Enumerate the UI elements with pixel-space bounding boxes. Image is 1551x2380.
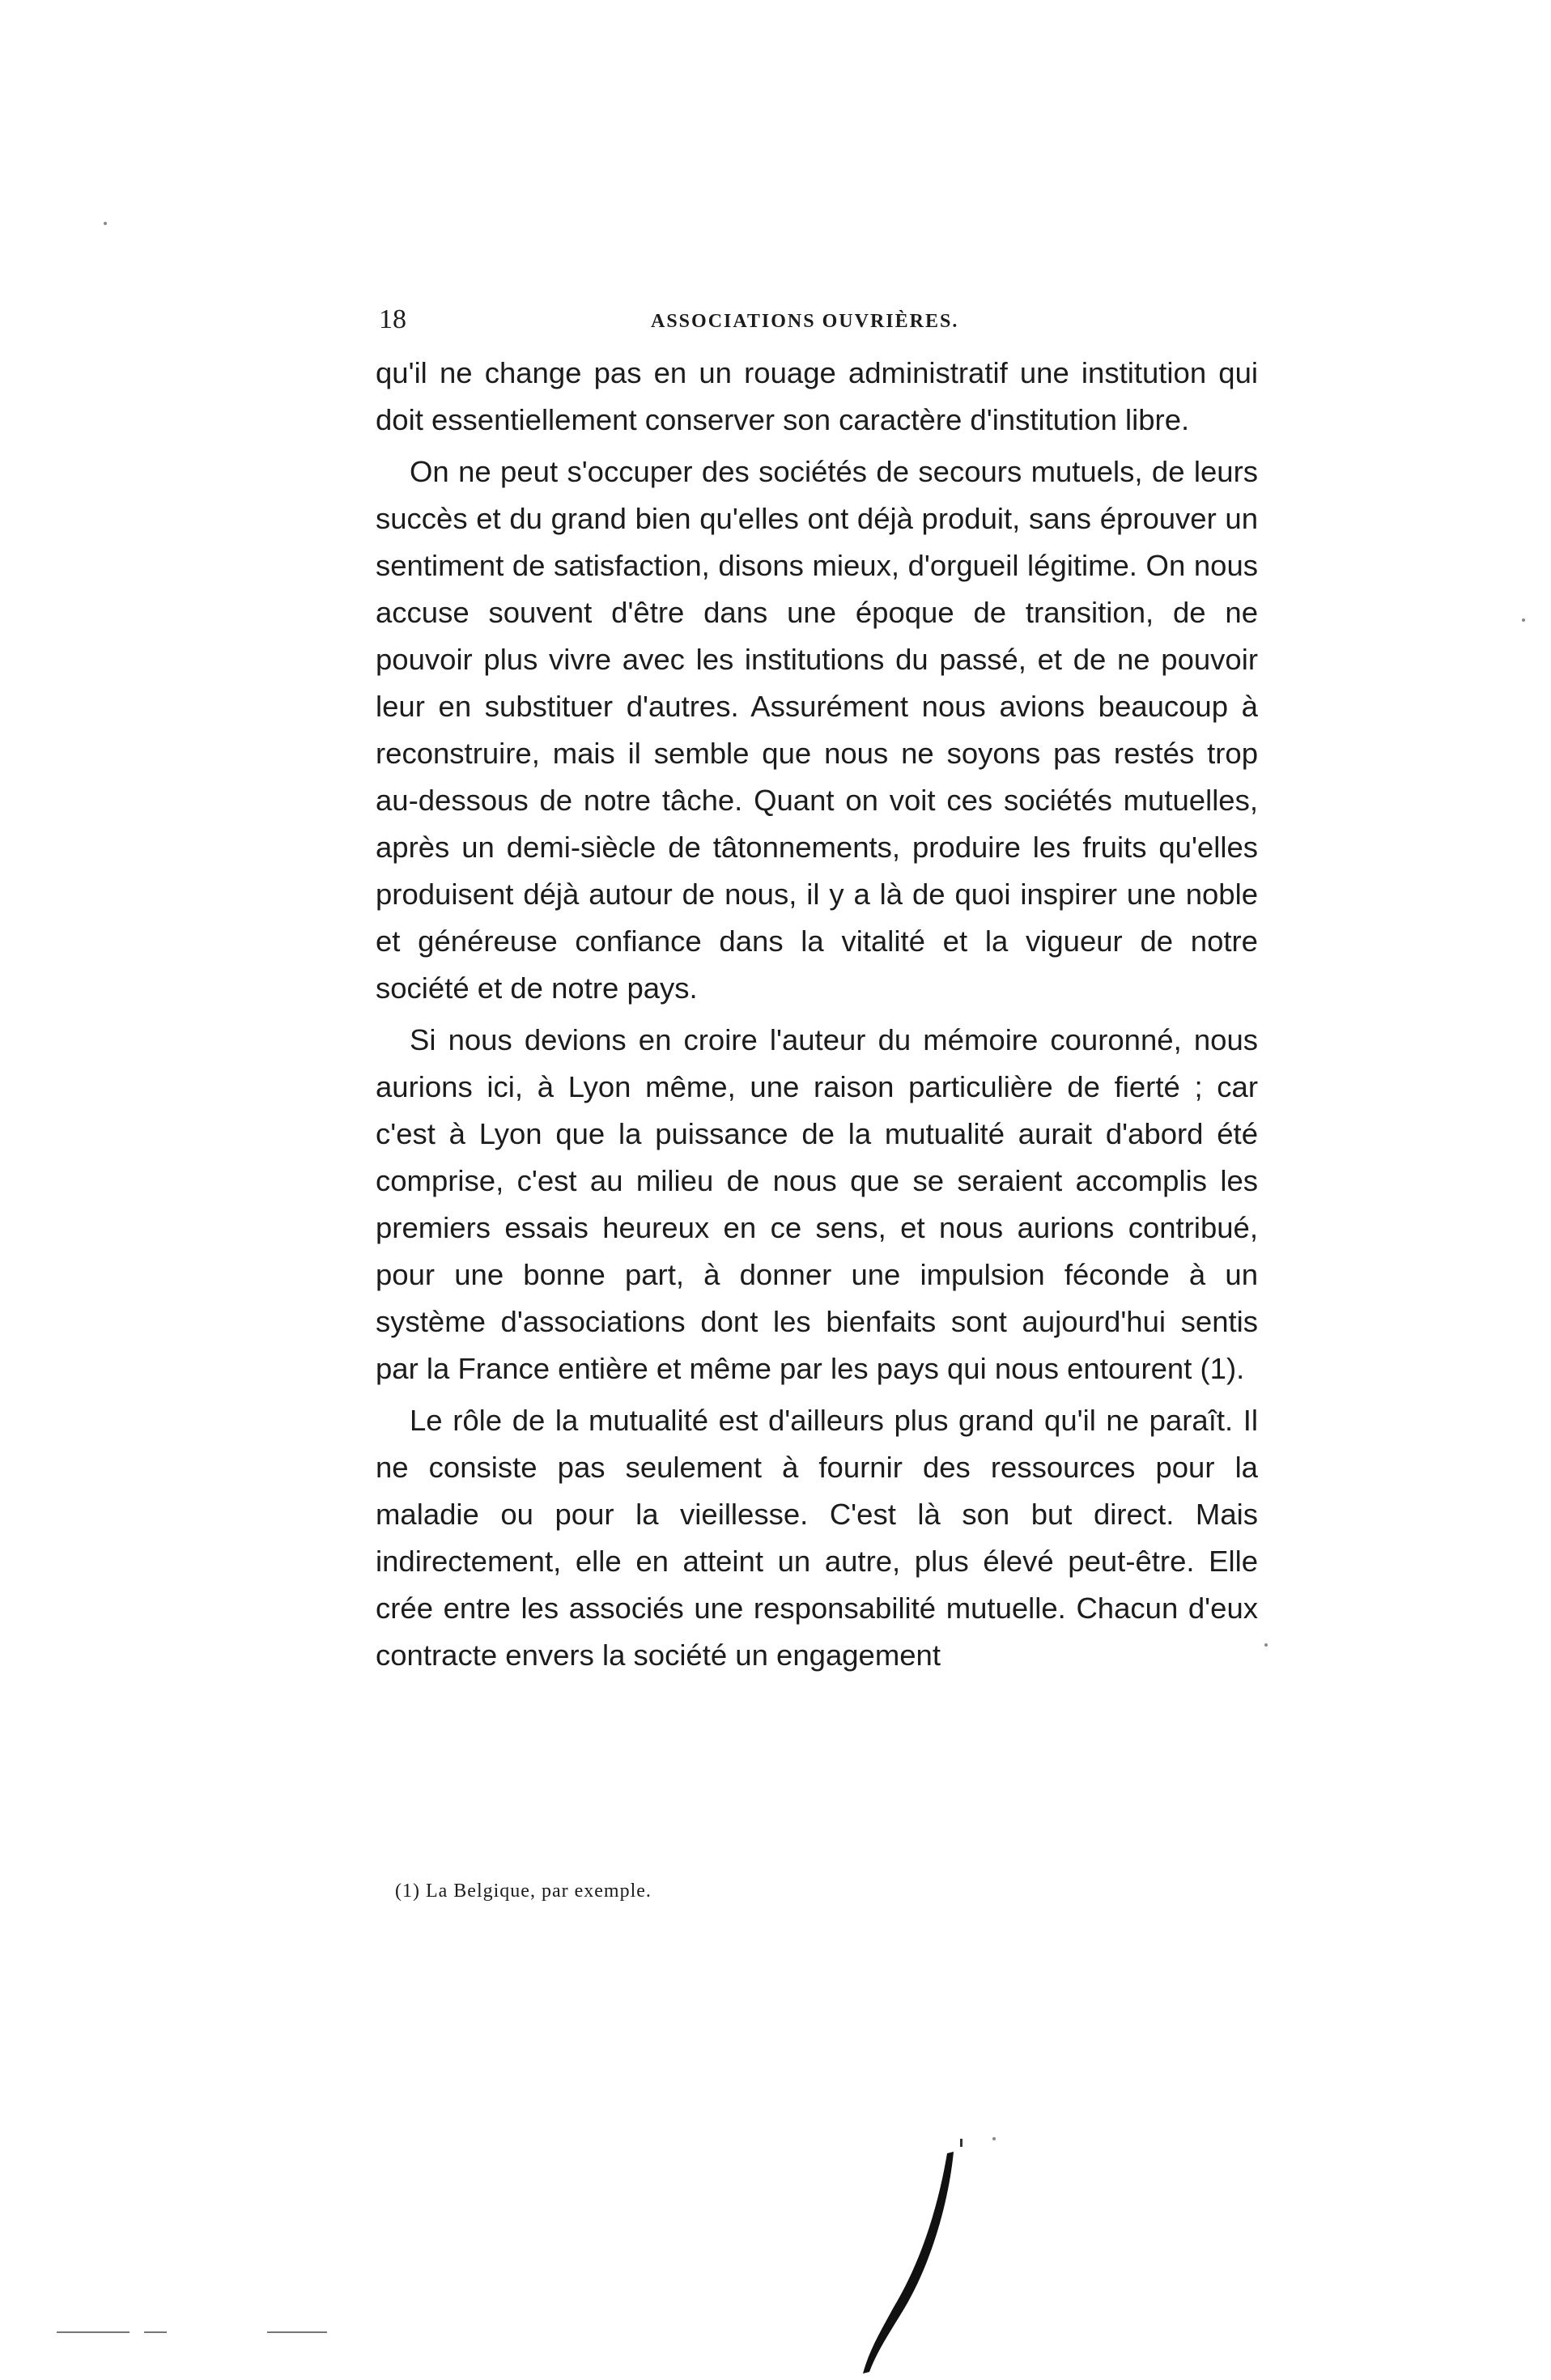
page-number: 18 xyxy=(379,304,406,334)
running-title: ASSOCIATIONS OUVRIÈRES. xyxy=(651,311,959,332)
paper-speck xyxy=(104,222,107,225)
paragraph: On ne peut s'occuper des sociétés de secours mutuels, de leurs succès et du grand bien qu'elles ont déjà produit, sans éprouver un sentiment de satisfaction, disons mieux, d'orgueil légitime. On nous accuse souvent d'être dans une époque de transition, de ne pouvoir plus vivre avec les institutions du passé, et de ne pouvoir leur en substituer d'autres. Assurément nous avions beaucoup à reconstruire, mais il semble que nous ne soyons pas restés trop au-dessous de notre tâche. Quant on voit ces sociétés mutuelles, après un demi-siècle de tâtonnements, produire les fruits qu'elles produisent déjà autour de nous, il y a là de quoi inspirer une noble et généreuse confiance dans la vitalité et la vigueur de notre société et de notre pays. xyxy=(376,455,1258,1005)
paragraph-continuation: qu'il ne change pas en un rouage administratif une institution qui doit essentiellement conserver son caractère d'institution libre. xyxy=(376,356,1258,436)
paragraph: Si nous devions en croire l'auteur du mémoire couronné, nous aurions ici, à Lyon même, une raison particulière de fierté ; car c'est à Lyon que la puissance de la mutualité aurait d'abord été comprise, c'est au milieu de nous que se seraient accomplis les premiers essais heureux en ce sens, et nous aurions contribué, pour une bonne part, à donner une impulsion féconde à un système d'associations dont les bienfaits sont aujourd'hui sentis par la France entière et même par les pays qui nous entourent (1). xyxy=(376,1023,1258,1385)
bottom-rule xyxy=(267,2331,327,2333)
footnote: (1) La Belgique, par exemple. xyxy=(395,1881,652,1902)
paper-speck xyxy=(1264,1643,1268,1647)
page-header xyxy=(379,300,1255,340)
paper-speck xyxy=(1522,618,1525,622)
paper-speck xyxy=(992,2137,996,2140)
pen-stroke-mark xyxy=(858,2137,971,2380)
paragraph: Le rôle de la mutualité est d'ailleurs plus grand qu'il ne paraît. Il ne consiste pas seulement à fournir des ressources pour la maladie ou pour la vieillesse. C'est là son but direct. Mais indirectement, elle en atteint un autre, plus élevé peut-être. Elle crée entre les associés une responsabilité mutuelle. Chacun d'eux contracte envers la société un engagement xyxy=(376,1404,1258,1672)
bottom-rule xyxy=(57,2331,130,2333)
bottom-rule xyxy=(144,2331,167,2333)
body-text xyxy=(376,350,1258,1684)
